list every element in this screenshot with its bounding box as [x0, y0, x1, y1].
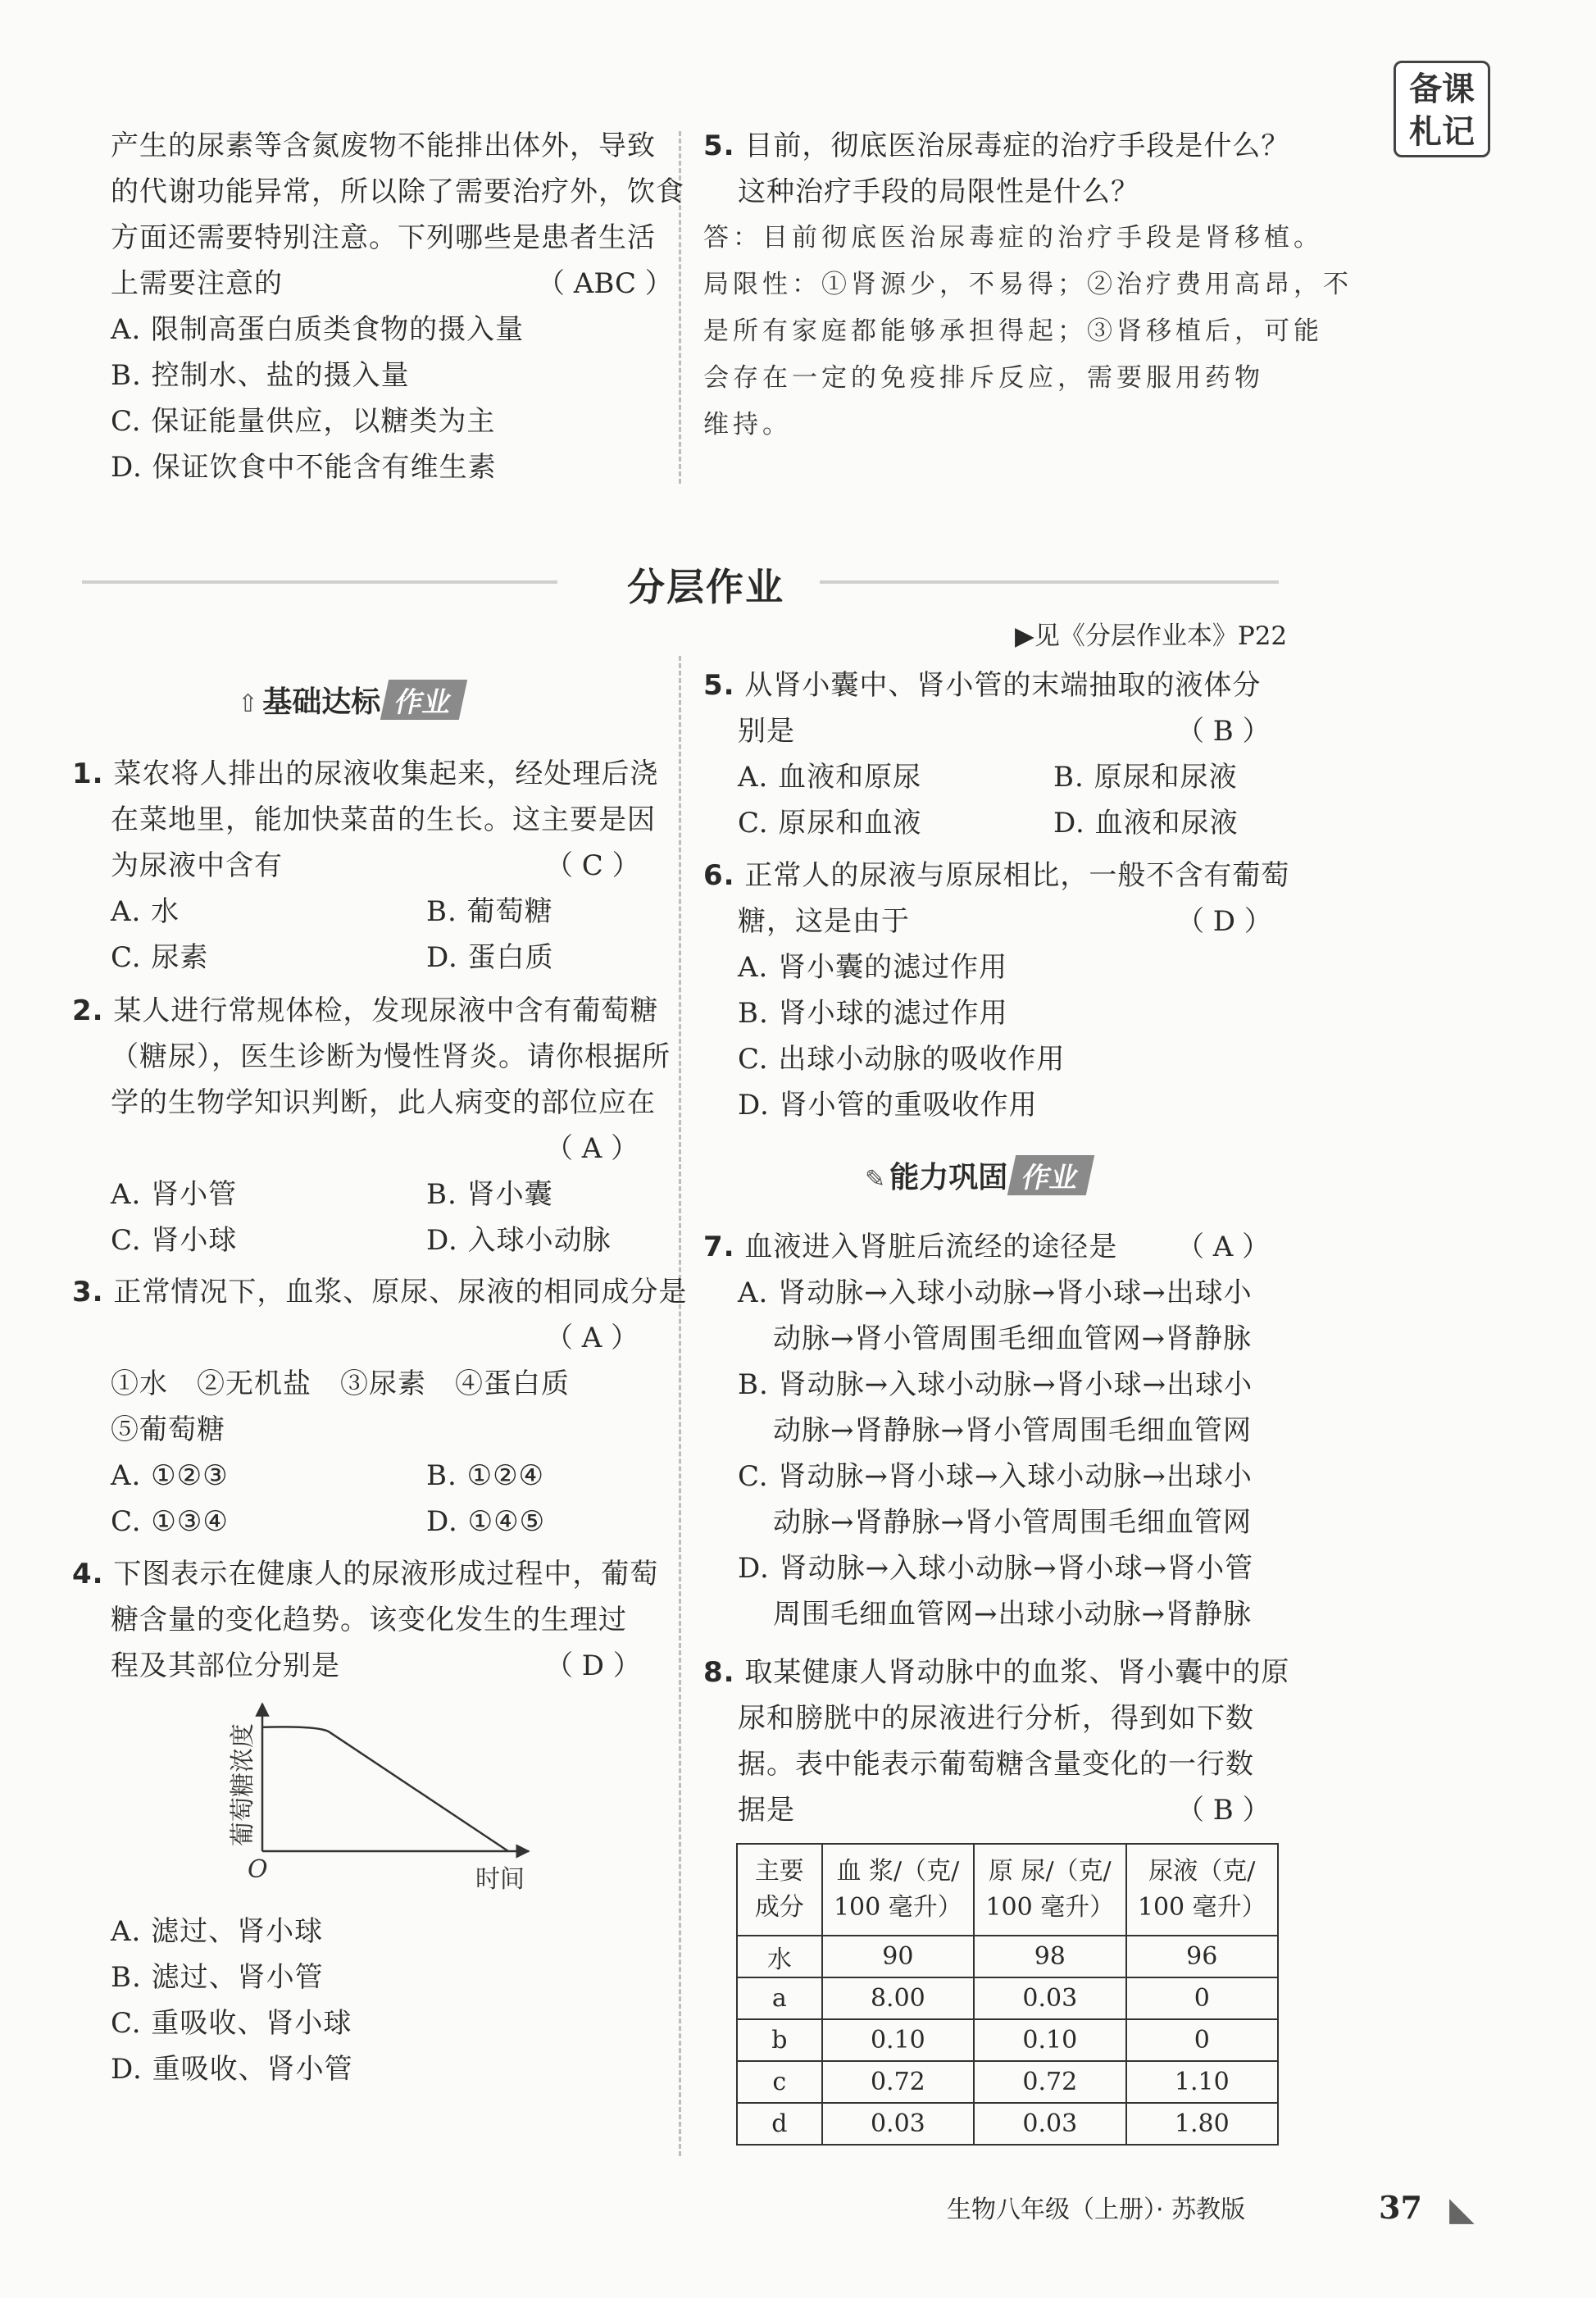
table-cell: 98 — [974, 1936, 1125, 1977]
subsection-basic — [238, 679, 463, 721]
option-c: C. ①③④ — [111, 1505, 229, 1538]
table-header-cell: 原 尿/（克/ 100 毫升） — [974, 1844, 1125, 1936]
table-cell: 0.10 — [974, 2019, 1125, 2061]
q6 — [703, 853, 1289, 1128]
option-d-cont: 周围毛细血管网→出球小动脉→肾静脉 — [773, 1598, 1252, 1631]
option-a: A. 肾动脉→入球小动脉→肾小球→出球小 — [738, 1276, 1253, 1309]
answer-mark: （ B ） — [1176, 1794, 1271, 1827]
option-a: A. 限制高蛋白质类食物的摄入量 — [111, 313, 525, 346]
question-text-line: 程及其部位分别是 — [111, 1650, 340, 1682]
option-c: C. 尿素 — [111, 941, 209, 974]
answer-mark: （ C ） — [545, 849, 640, 882]
question-number: 4. — [72, 1558, 104, 1590]
arrow-icon: ⇧ — [238, 689, 259, 718]
question-text-line: 别是 — [738, 715, 795, 748]
question-text-line: 某人进行常规体检，发现尿液中含有葡萄糖 — [113, 994, 659, 1027]
question-text-line: 尿和膀胱中的尿液进行分析，得到如下数 — [738, 1702, 1254, 1735]
question-number: 6. — [703, 859, 735, 892]
option-c-cont: 动脉→肾静脉→肾小管周围毛细血管网 — [773, 1506, 1252, 1539]
section-reference: ▶见《分层作业本》P22 — [1015, 621, 1288, 651]
answer-mark: （ A ） — [545, 1132, 639, 1165]
table-cell: 8.00 — [822, 1977, 974, 2019]
table-cell: 0.72 — [822, 2061, 974, 2103]
question-number: 1. — [72, 758, 104, 790]
table-row — [737, 1977, 1278, 2019]
section-left-rule — [82, 580, 557, 584]
table-cell: 0 — [1126, 2019, 1278, 2061]
option-c: C. 肾小球 — [111, 1224, 238, 1257]
option-d: D. 蛋白质 — [426, 941, 554, 974]
option-d: D. 入球小动脉 — [426, 1224, 612, 1257]
option-d: D. 肾小管的重吸收作用 — [738, 1089, 1038, 1122]
option-c: C. 出球小动脉的吸收作用 — [738, 1043, 1066, 1076]
option-a: A. 肾小管 — [111, 1178, 238, 1211]
corner-arrow-icon: ◣ — [1449, 2191, 1475, 2228]
option-d: D. 肾动脉→入球小动脉→肾小球→肾小管 — [738, 1552, 1254, 1585]
option-c: C. 肾动脉→肾小球→入球小动脉→出球小 — [738, 1460, 1253, 1493]
subsection-title: 基础达标 — [262, 685, 381, 719]
table-cell: 0.10 — [822, 2019, 974, 2061]
glucose-chart — [213, 1697, 557, 1902]
option-a: A. ①②③ — [111, 1459, 229, 1492]
table-row — [737, 2061, 1278, 2103]
question-text-line: 正常情况下，血浆、原尿、尿液的相同成分是 — [113, 1276, 688, 1308]
pencil-icon: ✎ — [865, 1165, 886, 1194]
option-a-cont: 动脉→肾小管周围毛细血管网→肾静脉 — [773, 1322, 1252, 1355]
option-c: C. 原尿和血液 — [738, 807, 922, 840]
table-cell: 1.10 — [1126, 2061, 1278, 2103]
option-b: B. 肾小球的滤过作用 — [738, 997, 1008, 1030]
option-b: B. 肾动脉→入球小动脉→肾小球→出球小 — [738, 1368, 1253, 1401]
table-cell: 96 — [1126, 1936, 1278, 1977]
option-b: B. 原尿和尿液 — [1053, 761, 1238, 794]
corner-stamp — [1394, 61, 1490, 157]
table-row — [737, 1936, 1278, 1977]
table-cell: 1.80 — [1126, 2103, 1278, 2145]
subsection-advanced — [865, 1154, 1090, 1196]
option-a: A. 血液和原尿 — [738, 761, 922, 794]
stamp-line-2: 札记 — [1409, 113, 1475, 151]
question-text-line: 上需要注意的 — [111, 267, 283, 300]
section-title: 分层作业 — [627, 565, 784, 609]
question-number: 8. — [703, 1656, 735, 1689]
q7 — [703, 1224, 1253, 1637]
table-header-cell: 主要 成分 — [737, 1844, 822, 1936]
option-a: A. 肾小囊的滤过作用 — [738, 951, 1008, 984]
option-d: D. 血液和尿液 — [1053, 807, 1239, 840]
option-a: A. 水 — [111, 895, 180, 928]
question-text-line: 的代谢功能异常，所以除了需要治疗外，饮食 — [111, 175, 684, 208]
question-number: 7. — [703, 1231, 735, 1263]
option-d: D. ①④⑤ — [426, 1505, 546, 1538]
main-column-divider — [679, 656, 681, 2156]
table-cell: 0 — [1126, 1977, 1278, 2019]
question-text-line: 学的生物学知识判断，此人病变的部位应在 — [111, 1086, 656, 1119]
table-cell: 0.72 — [974, 2061, 1125, 2103]
question-text-line: 糖含量的变化趋势。该变化发生的生理过 — [111, 1604, 627, 1636]
subsection-title: 能力巩固 — [889, 1161, 1008, 1195]
table-cell: d — [737, 2103, 822, 2145]
x-axis-label: 时间 — [475, 1865, 525, 1894]
homework-tag: 作业 — [380, 680, 467, 720]
table-cell: 水 — [737, 1936, 822, 1977]
question-text-line: 产生的尿素等含氮废物不能排出体外，导致 — [111, 130, 656, 162]
answer-mark: （ A ） — [1176, 1231, 1271, 1263]
option-b: B. 葡萄糖 — [426, 895, 553, 928]
option-b: B. ①②④ — [426, 1459, 545, 1492]
table-cell: 0.03 — [974, 2103, 1125, 2145]
answer-mark: （ B ） — [1176, 715, 1271, 748]
table-cell: 0.03 — [822, 2103, 974, 2145]
question-number: 5. — [703, 130, 735, 162]
answer-mark: （ D ） — [1176, 905, 1272, 938]
stamp-line-1: 备课 — [1409, 71, 1475, 108]
option-c: C. 重吸收、肾小球 — [111, 2007, 352, 2040]
section-right-rule — [820, 580, 1279, 584]
top-right-question — [703, 123, 1353, 448]
question-text-line: 下图表示在健康人的尿液形成过程中，葡萄 — [113, 1558, 659, 1590]
option-b: B. 滤过、肾小管 — [111, 1961, 324, 1994]
handwritten-answer-line: 局限性：①肾源少，不易得；②治疗费用高昂，不 — [703, 270, 1353, 299]
question-text-line: 据是 — [738, 1794, 795, 1827]
option-b: B. 肾小囊 — [426, 1178, 553, 1211]
handwritten-answer-line: 维持。 — [703, 410, 792, 439]
question-text-line: 正常人的尿液与原尿相比，一般不含有葡萄 — [744, 859, 1290, 892]
series-line — [262, 1727, 508, 1851]
q2 — [72, 988, 671, 1126]
table-header-cell: 尿液（克/ 100 毫升） — [1126, 1844, 1278, 1936]
handwritten-answer-line: 会存在一定的免疫排斥反应，需要服用药物 — [703, 363, 1264, 393]
y-axis-label: 葡萄糖浓度 — [229, 1723, 257, 1846]
question-text-line: 糖，这是由于 — [738, 905, 910, 938]
question-number: 5. — [703, 669, 735, 702]
table-cell: b — [737, 2019, 822, 2061]
question-text-line: 取某健康人肾动脉中的血浆、肾小囊中的原 — [744, 1656, 1290, 1689]
question-text-line: 方面还需要特别注意。下列哪些是患者生活 — [111, 221, 656, 254]
footer-book-title: 生物八年级（上册）· 苏教版 — [947, 2196, 1246, 2224]
question-text-line: 从肾小囊中、肾小管的末端抽取的液体分 — [744, 669, 1262, 702]
question-number: 2. — [72, 994, 104, 1027]
option-b-cont: 动脉→肾静脉→肾小管周围毛细血管网 — [773, 1414, 1252, 1447]
table-header-cell: 血 浆/（克/ 100 毫升） — [822, 1844, 974, 1936]
q3-items-line-1: ①水 ②无机盐 ③尿素 ④蛋白质 — [111, 1367, 570, 1400]
table-cell: 90 — [822, 1936, 974, 1977]
table-header-row — [737, 1844, 1278, 1936]
option-d: D. 保证饮食中不能含有维生素 — [111, 451, 497, 484]
q3 — [72, 1269, 687, 1315]
answer-mark: （ D ） — [545, 1650, 641, 1682]
table-cell: c — [737, 2061, 822, 2103]
origin-label: O — [248, 1855, 268, 1884]
table-cell: a — [737, 1977, 822, 2019]
question-number: 3. — [72, 1276, 104, 1308]
homework-tag: 作业 — [1007, 1155, 1094, 1195]
page-number: 37 — [1379, 2189, 1422, 2226]
option-d: D. 重吸收、肾小管 — [111, 2053, 353, 2086]
option-c: C. 保证能量供应，以糖类为主 — [111, 405, 496, 438]
question-text-line: 在菜地里，能加快菜苗的生长。这主要是因 — [111, 803, 656, 836]
question-text-line: 血液进入肾脏后流经的途径是 — [744, 1231, 1118, 1263]
question-text-line: 目前，彻底医治尿毒症的治疗手段是什么？ — [744, 130, 1290, 162]
answer-mark: （ A ） — [545, 1322, 639, 1354]
composition-table — [736, 1843, 1279, 2146]
q3-items-line-2: ⑤葡萄糖 — [111, 1413, 225, 1446]
option-a: A. 滤过、肾小球 — [111, 1915, 324, 1948]
option-b: B. 控制水、盐的摄入量 — [111, 359, 410, 392]
question-text-line: 为尿液中含有 — [111, 849, 283, 882]
question-text-line: 菜农将人排出的尿液收集起来，经处理后浇 — [113, 758, 659, 790]
question-text-line: 这种治疗手段的局限性是什么？ — [738, 175, 1139, 208]
answer-mark: （ ABC ） — [537, 267, 673, 300]
table-row — [737, 2019, 1278, 2061]
question-text-line: （糖尿），医生诊断为慢性肾炎。请你根据所 — [111, 1040, 671, 1073]
table-row — [737, 2103, 1278, 2145]
handwritten-answer-line: 答：目前彻底医治尿毒症的治疗手段是肾移植。 — [703, 223, 1323, 253]
table-cell: 0.03 — [974, 1977, 1125, 2019]
question-text-line: 据。表中能表示葡萄糖含量变化的一行数 — [738, 1748, 1254, 1781]
handwritten-answer-line: 是所有家庭都能够承担得起；③肾移植后，可能 — [703, 316, 1323, 346]
top-left-question — [111, 123, 684, 490]
